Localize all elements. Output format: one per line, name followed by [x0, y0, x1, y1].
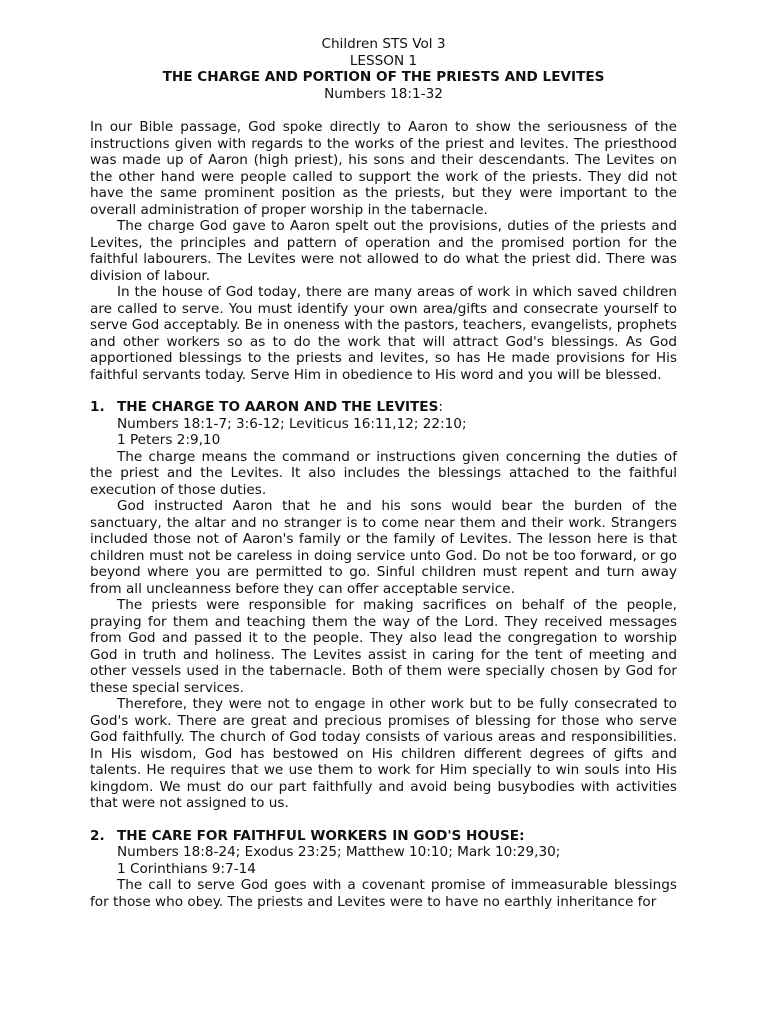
scripture-references: [90, 416, 677, 449]
section-number: 2.: [90, 827, 105, 844]
section-heading: [90, 399, 677, 416]
section-1: [90, 399, 677, 812]
section-title: THE CHARGE TO AARON AND THE LEVITES: [117, 399, 439, 415]
intro-paragraph: In the house of God today, there are many areas of work in which saved children are called to serve. You must identify your own area/gifts and consecrate yourself to serve God acceptably. Be in oneness with the pastors, teachers, evangelists, prophets and other workers so as to do the work that will attract God's blessings. As God apportioned blessings to the priests and levites, so has He made provisions for His faithful servants today. Serve Him in obedience to His word and you will be blessed.: [90, 284, 678, 383]
section-title-colon: :: [438, 399, 443, 415]
bible-passage: Numbers 18:1-32: [324, 85, 443, 102]
section-paragraph: Therefore, they were not to engage in other work but to be fully consecrated to God's work. There are great and precious promises of blessing for those who serve God faithfully. The church of God today consists of various areas and responsibilities. In His wisdom, God has bestowed on His children different degrees of gifts and talents. He requires that we use them to work for Him specially to win souls into His kingdom. We must do our part faithfully and avoid being busybodies with activities that were not assigned to us.: [90, 696, 677, 811]
section-paragraph: The charge means the command or instructions given concerning the duties of the priest and the Levites. It also includes the blessings attached to the faithful execution of those duties.: [90, 448, 677, 498]
section-paragraph: God instructed Aaron that he and his sons would bear the burden of the sanctuary, the altar and no stranger is to come near them and their work. Strangers included those not of Aaron's family or the family of Levites. The lesson here is that children must not be careless in doing service unto God. Do not be too forward, or go beyond where you are permitted to go. Sinful children must repent and turn away from all uncleanness before they can offer acceptable service.: [90, 498, 677, 597]
intro-paragraph: The charge God gave to Aaron spelt out the provisions, duties of the priests and Levites, the principles and pattern of operation and the promised portion for the faithful labourers. The Levites were not allowed to do what the priest did. There was division of labour.: [90, 218, 677, 284]
scripture-reference: Numbers 18:1-7; 3:6-12; Leviticus 16:11,12; 22:10;: [117, 415, 467, 432]
section-2: [90, 828, 677, 911]
section-heading: [90, 828, 677, 845]
intro-paragraph: In our Bible passage, God spoke directly to Aaron to show the seriousness of the instructions given with regards to the works of the priest and levites. The priesthood was made up of Aaron (high priest), his sons and their descendants. The Levites on the other hand were people called to support the work of the priests. They did not have the same prominent position as the priests, but they were important to the overall administration of proper worship in the tabernacle.: [90, 119, 677, 218]
scripture-reference: Numbers 18:8-24; Exodus 23:25; Matthew 10:10; Mark 10:29,30;: [117, 844, 561, 860]
lesson-header: [90, 36, 677, 102]
section-paragraph: The call to serve God goes with a covenant promise of immeasurable blessings for those who obey. The priests and Levites were to have no earthly inheritance for: [90, 877, 677, 910]
document-page: [90, 36, 677, 910]
scripture-reference: 1 Corinthians 9:7-14: [117, 860, 256, 877]
section-paragraph: The priests were responsible for making sacrifices on behalf of the people, praying for them and teaching them the way of the Lord. They received messages from God and passed it to the people. They also lead the congregation to worship God in truth and holiness. The Levites assist in caring for the tent of meeting and other vessels used in the tabernacle. Both of them were specially chosen by God for these special services.: [90, 597, 677, 696]
series-title: Children STS Vol 3: [321, 36, 446, 52]
introduction: [90, 119, 677, 383]
section-title: THE CARE FOR FAITHFUL WORKERS IN GOD'S HOUSE:: [117, 827, 525, 844]
scripture-reference: 1 Peters 2:9,10: [117, 432, 221, 448]
scripture-references: [90, 844, 677, 877]
lesson-title: THE CHARGE AND PORTION OF THE PRIESTS AND LEVITES: [162, 69, 605, 85]
section-number: 1.: [90, 399, 105, 415]
lesson-number: LESSON 1: [349, 52, 418, 69]
